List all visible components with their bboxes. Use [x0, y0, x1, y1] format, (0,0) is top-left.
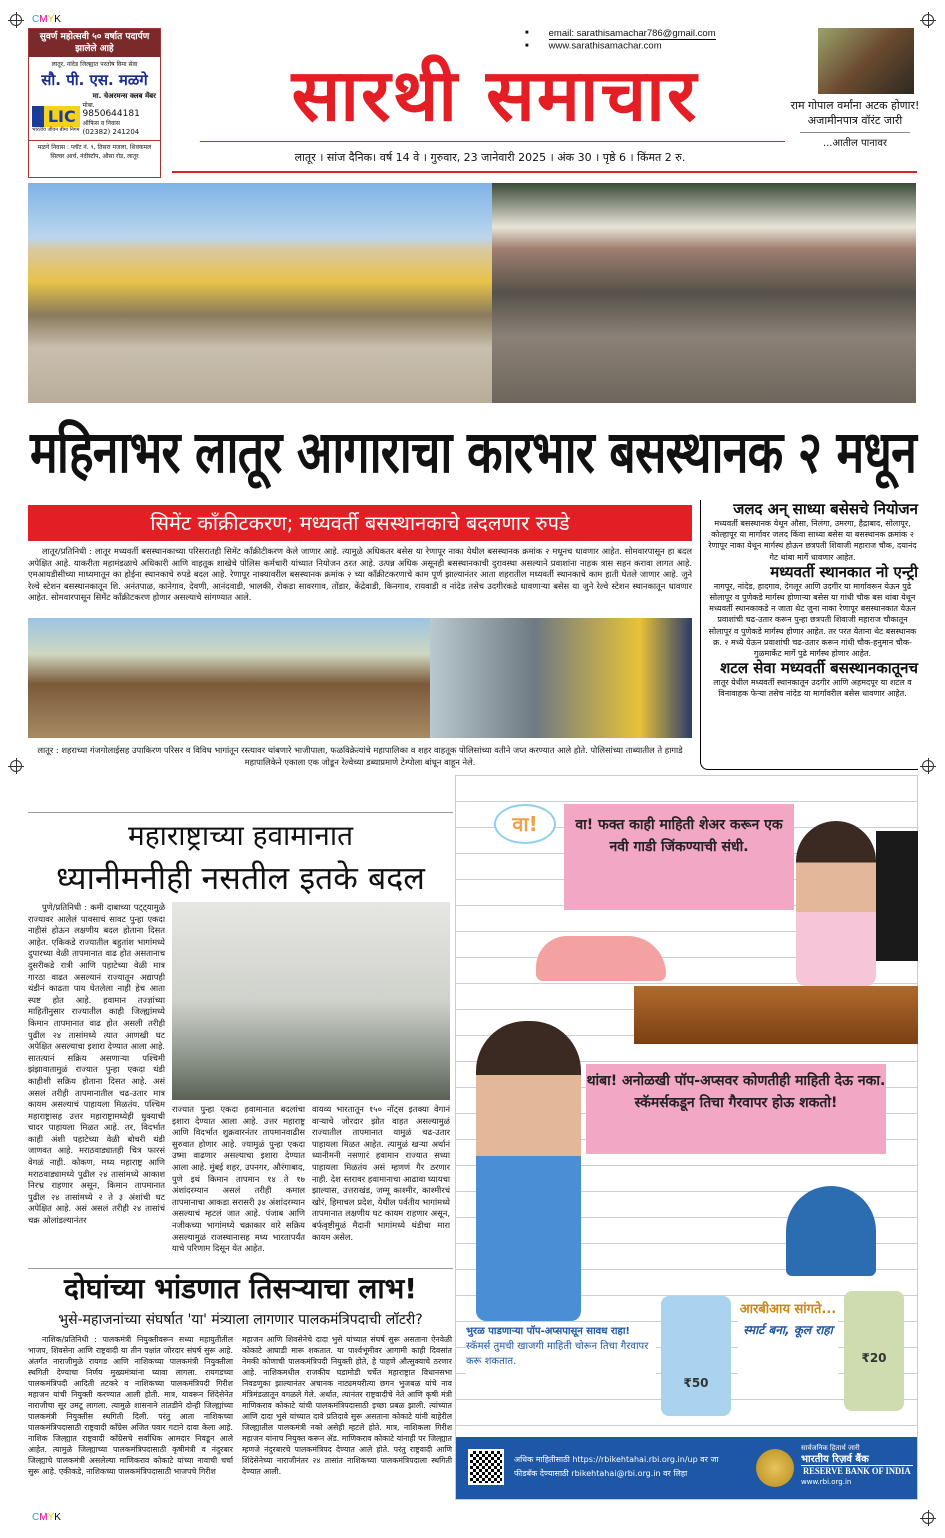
website-link[interactable]: www.sarathisamachar.com	[548, 40, 662, 52]
registration-mark-icon	[922, 14, 934, 26]
teaser-photo	[818, 28, 914, 94]
teaser-box	[790, 28, 920, 151]
sidebar-heading: जलद अन् साध्या बसेसचे नियोजन	[733, 500, 918, 518]
officials-photo	[430, 618, 692, 738]
desk	[634, 986, 918, 1044]
teaser-headline[interactable]: राम गोपाल वर्मांना अटक होणार! अजामीनपात्र वॉरंट जारी	[790, 99, 920, 127]
dateline: लातूर । सांज दैनिक। वर्ष 14 वे । गुरुवार, 23 जानेवारी 2025 । अंक 30 । पृष्ठे 6 । किंमत 2 रु.	[294, 151, 686, 164]
boy-figure	[476, 1021, 581, 1321]
weather-col-2: राज्यात पुन्हा एकदा हवामानात बदलांचा इशारा देण्यात आला आहे. उत्तर महाराष्ट्र आणि विदर्भात शुक्रवारनंतर तापमानवाढीस सुरुवात होणार आहे. ज्यामुळं पुन्हा एकदा उष्मा वाढणार असल्याचा इशारा देण्यात आला आहे. मुंबई शहर, उपनगर, औरंगाबाद, पुणे इथं किमान तापमान १४ ते १७ अंशांदरम्यान असलं तरीही कमाल तापमानाचा आकडा सरासरी ३४ अंशांदरम्यान असल्याचं म्हटलं जात आहे. पंजाब आणि नजीकच्या भागांमध्ये चक्राकार वारे सक्रिय असल्यामुळं राजस्थानासह मध्य भारतापर्यंत याचे परिणाम दिसून येत आहेत.	[172, 1104, 305, 1254]
newspaper-masthead: सारथी समाचार	[291, 52, 699, 137]
rbi-says-block: आरबीआय सांगते... स्मार्ट बना, कूल राहा	[738, 1301, 838, 1391]
girl-speech-bubble: वा! फक्त काही माहिती शेअर करून एक नवी गाडी जिंकण्याची संधी.	[564, 804, 794, 910]
sidebar-text: लातूर येथील मध्यवर्ती स्थानकातून उदगीर आणि अहमदपूर या शटल व विनावाहक फेऱ्या तसेच नांदेड या मार्गावरील बसेस धावणार आहेत.	[713, 678, 912, 699]
lead-sidebar	[700, 500, 918, 770]
monitor-icon	[876, 831, 918, 961]
rbi-identity: सार्वजनिक हितार्थ जारी भारतीय रिज़र्व बैंक RESERVE BANK OF INDIA www.rbi.org.in	[801, 1443, 913, 1488]
rbi-seal-icon	[756, 1449, 794, 1487]
registration-mark-icon	[922, 1512, 934, 1524]
bus-stand-photo-right	[492, 183, 916, 403]
car-icon	[536, 936, 666, 981]
email-link[interactable]: email: sarathisamachar786@gmail.com	[548, 27, 716, 39]
rbi-feedback-link[interactable]: फीडबॅक देण्यासाठी rbikehtahai@rbi.org.in वर लिहा	[514, 1469, 688, 1478]
fog-photo	[172, 902, 450, 1100]
wow-speech-bubble: वा!	[494, 804, 556, 844]
rs20-note-mascot: ₹20	[844, 1291, 904, 1411]
cmyk-mark-top: CMYK	[32, 14, 61, 25]
photo-caption: लातूर : शहराच्या गंजगोलाईसह उपाकिरण परिसर व विविध भागांतून रस्त्यावर थांबणारे भाजीपाला, फळविक्रेत्यांचे महापालिका व शहर वाहतूक पोलिसांच्या वतीने जप्त करण्यात आले होते. पोलिसांच्या ताब्यातील ते हागाडे महापालिकेने एकाला एक जोडून रेल्वेच्या डब्याप्रमाणे टेम्पोला बांधून वाहून नेले.	[37, 745, 683, 767]
ad-office-phone: (02382) 241204	[82, 128, 140, 136]
sidebar-text: मध्यवर्ती बसस्थानक येथून औसा, निलंगा, उमरगा, हैद्राबाद, सोलापूर, कोल्हापूर या मार्गावर जलद किंवा साध्या बसेस या बसस्थानक क्रमांक २ रेणापूर नाका येथून मार्गस्थ होऊन छत्रपती शिवाजी महाराज चौक, दयानंद गेट थांबा मार्गे धावणार आहेत.	[708, 519, 917, 562]
mobile-label: मोबा.	[82, 102, 95, 109]
bus-stand-photo-left	[28, 183, 492, 403]
ad-top-banner: सुवर्ण महोत्सवी ५० वर्षात पदार्पण झालेले आहे	[29, 29, 160, 57]
cmyk-mark-bottom: CMYK	[32, 1512, 61, 1523]
sidebar-text: नागपूर, नांदेड, हादगाव, देगलूर आणि उदगीर या मार्गावरून येऊन पुढे सोलापूर व पुणेकडे मार्गस्थ होणाऱ्या बसेस या गांधी चौक बस थांबा येथून मध्यवर्ती स्थानकाकडे न जाता थेट जुना नाका रेणापूर बसस्थानकात येऊन प्रवाशांची चढ-उतार करून पुन्हा छत्रपती शिवाजी महाराज चौकातून सोलापूर व पुणेकडे मार्गस्थ होणार आहेत. तर परत येताना थेट बसस्थानक क्र. २ मध्ये येऊन प्रवाशांची चढ-उतार करून गांधी चौक-हनुमान चौक-गुळमार्केट मार्गे पुढे मार्गस्थ होणार आहेत.	[708, 581, 917, 659]
rbi-info-link[interactable]: अधिक माहितीसाठी https://rbikehtahai.rbi.org.in/up वर जा	[514, 1455, 719, 1464]
rbi-footer	[456, 1437, 917, 1499]
politics-headline: दोघांच्या भांडणात तिसऱ्याचा लाभ!	[63, 1272, 418, 1305]
ad-service: लातूर, नांदेड जिल्ह्यात परतोष विमा सेवा	[51, 61, 138, 68]
sidebar-heading: शटल सेवा मध्यवर्ती बसस्थानकातूनच	[720, 659, 918, 678]
lead-headline: महिनाभर लातूर आगाराचा कारभार बसस्थानक २ मधून	[30, 418, 917, 486]
ad-agent-name: सौ. पी. एस. मळगे	[41, 71, 148, 89]
lead-body: लातूर/प्रतिनिधी : लातूर मध्यवर्ती बसस्थानकाच्या परिसरातही सिमेंट कॉंक्रीटीकरण केले जाणार आहे. त्यामुळे अधिकतर बसेस या रेणापूर नाका येथील बसस्थानक क्रमांक २ मधूनच धावणार आहेत. सोमवारपासून हा बदल अपेक्षित आहे. याकरीता महामंडळाचे अधिकारी आणि वाहतूक शाखेचे पोलिस कर्मचारी यांच्यात नियोजन ठरत आहे. उत्पन्न अधिक असूनही बसस्थानकाची दुरावस्था असल्याने प्रवाशांना नाहक त्रास सहन करावा लागत आहे. एमआयडीसीच्या माध्यमातून का होईना स्थानकाचे रुपडे बदल आहे. रेणापूर नाक्यावरील बसस्थानक क्रमांक २ च्या कॉंक्रीटकरणाचे काम पूर्ण झाल्यानंतर आता शहरातील मध्यवर्ती स्थानकाचे काम हाती घेतले जाणार आहे. जुने रेल्वे स्टेशन बसस्थानकातून शि. अनंतपाळ, कानेगाव, देवणी, आनंदवाडी, भालकी, रोकडा सावरगाव, तोंडार, केंद्रेवाडी, किनगाव, रायवाडी व नांदेड तसेच उदगीरकडे धावणाऱ्या बसेस या जुने रेल्वे स्टेशन स्थानकातून धावणार आहेत. सोमवारपासून सिमेंट कॉंक्रीटकरण होणार असल्याचे सांगण्यात आले.	[28, 546, 692, 603]
seized-carts-photo	[28, 618, 430, 738]
weather-headline: महाराष्ट्राच्या हवामानात ध्यानीमनीही नसतील इतके बदल	[55, 819, 425, 897]
teaser-more-link[interactable]: ...आतील पानावर	[800, 132, 910, 151]
qr-code-icon[interactable]	[468, 1449, 504, 1485]
politics-col-2: महाजन आणि शिवसेनेचे दादा भुसे यांच्यात संघर्ष सुरू असताना ऐनवेळी कोकाटे आघाडी मारू शकतात. या पार्श्वभूमीवर आगामी काही दिवसांत नेमकी कोणाची पालकमंत्रिपदी नियुक्ती होते, हे पाहणे औत्सुक्याचे ठरणार आहे. नाशिकमधील राजकीय घडामोडी चर्चेत महाराष्ट्रात विधानसभा निवडणुका झाल्यानंतर अचानक नाट्यमयरीत्या छगन भुजबळ यांचे नाव मंत्रिमंडळातून वगळले गेले. अर्थात, त्यानंतर राष्ट्रवादीचे नेते आणि कृषी मंत्री माणिकराव कोकाटे यांची पालकमंत्रिपदासाठी इच्छा प्रबळ झाली. त्यांच्यात आणि दादा भुसे यांच्यात दावे प्रतिदावे सुरू असताना कोकाटे यांनी बाहेरील जिल्ह्यातील पालकमंत्री नको असेही म्हटले होते. मात्र, नाशिकला गिरीश महाजन यांनाच नियुक्त करून ॲड. माणिकराव कोकाटे यांनाही पर जिल्ह्यात म्हणजे नंदुरबारचे पालकमंत्रिपद देण्यात आले होते. परंतु राष्ट्रवादी आणि शिंदेसेनेच्या नाराजीनंतर २४ तासांत नाशिकच्या पालकमंत्रिपदाला स्थगिती देण्यात आली.	[242, 1335, 452, 1476]
rbi-links	[514, 1453, 746, 1481]
divider	[28, 812, 453, 813]
divider	[28, 1268, 453, 1269]
ad-agent-title: मा. चेअरमन्स क्लब मेंबर	[92, 92, 156, 100]
rbi-url[interactable]: www.rbi.org.in	[801, 1478, 852, 1486]
lead-subhead-banner: सिमेंट कॉंक्रीटकरण; मध्यवर्ती बसस्थानकाचे बदलणार रुपडे	[28, 505, 692, 541]
politics-col-1: नाशिक/प्रतिनिधी : पालकमंत्री नियुक्तीवरून सध्या महायुतीतील भाजप, शिवसेना आणि राष्ट्रवादी या तीन पक्षांत जोरदार संघर्ष सुरू आहे. अंतर्गत नाराजीमुळे रायगड आणि नाशिकच्या पालकमंत्री नियुक्तीला स्थगिती देण्याचा निर्णय मुख्यमंत्र्यांना घ्यावा लागला. रायगडच्या पालकमंत्रिपदी आदिती तटकरे व नाशिकच्या पालकमंत्रिपदी गिरीश महाजन यांची नियुक्ती करण्यात आली होती. मात्र, यावरून शिंदेसेनेत नाराजीचा सूर उमटू लागला. त्यामुळे शासनाने तातडीने दोन्ही जिल्ह्यांच्या पालकमंत्री नियुक्तीस स्थगिती दिली. परंतु आता नाशिकच्या पालकमंत्रिपदासाठी राष्ट्रवादी कॉंग्रेस अजित पवार गटाने दावा केला आहे. नाशिक जिल्ह्यात राष्ट्रवादी कॉंग्रेसचे सर्वाधिक आमदार निवडून आले आहेत. त्यामुळे जिल्ह्याच्या पालकमंत्रिपदासाठी कृषीमंत्री व नंदुरबार जिल्ह्याचे पालकमंत्री असलेल्या माणिकराव कोकाटे यांच्या नावाची चर्चा सुरू आहे. एकीकडे, नाशिकच्या पालकमंत्रिपदासाठी भाजपचे गिरीश	[28, 1335, 233, 1476]
sidebar-heading: मध्यवर्ती स्थानकात नो एन्ट्री	[770, 562, 918, 581]
rs50-note-mascot: ₹50	[661, 1296, 731, 1416]
ad-address: मळगे निवास : प्लॉट नं. ९, तिसरा मजला, शिवकमल सिल्वर आर्च, नंदीस्टॉप, औसा रोड, लातूर	[29, 140, 160, 163]
ad-mobile: 9850644181	[82, 109, 140, 119]
politics-subhead: भुसे-महाजनांच्या संघर्षात 'या' मंत्र्याला लागणार पालकमंत्रिपदाची लॉटरी?	[58, 1312, 423, 1328]
girl-figure	[796, 821, 876, 986]
boy-speech-bubble: थांबा! अनोळखी पॉप-अप्सवर कोणतीही माहिती देऊ नका. स्कॅमर्सकडून तिचा गैरवापर होऊ शकतो!	[586, 1064, 886, 1154]
lic-agent-ad	[28, 28, 161, 178]
lic-logo: LIC भारतीय जीवन बीमा निगम	[32, 106, 80, 133]
warning-text-block: भुरळ पाडणाऱ्या पॉप-अप्सपासून सावध राहा! स्कॅमर्स तुमची खाजगी माहिती चोरून तिचा गैरवापर करू शकतात.	[466, 1324, 656, 1394]
registration-mark-icon	[922, 760, 934, 772]
divider	[200, 141, 785, 142]
registration-mark-icon	[10, 760, 22, 772]
hacker-icon	[786, 1186, 876, 1276]
rbi-awareness-ad	[455, 775, 918, 1500]
office-label: ऑफिस व निवास	[82, 120, 120, 127]
registration-mark-icon	[10, 14, 22, 26]
lic-block	[29, 101, 160, 137]
divider	[172, 171, 917, 173]
contact-block	[525, 27, 716, 52]
weather-col-3: वायव्य भारतातून १५० नॉट्स इतक्या वेगानं वाऱ्याचे जोरदार झोत वाहत असल्यामुळं राज्यातील तापमानात यामुळं चढ-उतार पाहायला मिळत आहेत. त्यामुळं खऱ्या अर्थानं ध्यानीमनी नसणारं हवामान राज्यात सध्या पाहायला मिळतंय असं म्हणणं गैर ठरणार नाही. देश स्तरावर हवामानाचा आढावा घ्यायचा झाल्यास, उत्तराखंड, जम्मू काश्मीर, काश्मीरचं खोरं, हिमाचल प्रदेश, येथील पर्वतीय भागांमध्ये तापमानात लक्षणीय घट कायम राहणार असून, बर्फवृष्टीमुळं मैदानी भागांमध्ये थंडीचा मारा कायम असेल.	[312, 1104, 450, 1242]
weather-col-1: पुणे/प्रतिनिधी : कमी दाबाच्या पट्ट्यामुळे राज्यावर आलेलं पावसाचं सावट पुन्हा एकदा नाहीसं होऊन लक्षणीय बदल होताना दिसत आहेत. एकिकडे राज्यातील बहुतांश भागांमध्ये दुपारच्या वेळी तापमानात वाढ होत असतानाच दुसरीकडे रात्री आणि पहाटेच्या वेळी मात्र गारठा वाढत असल्यानं राज्यातून अद्यापही थंडीनं काढता पाय घेतलेला नाही हेच आता स्पष्ट होत आहे. हवामान तज्ज्ञांच्या माहितीनुसार राज्यातील काही जिल्ह्यांमध्ये किमान तापमानात वाढ होत असली तरीही पुढील २४ तासांमध्ये त्यात आणखी घट अपेक्षित असल्याचा इशारा देण्यात आला आहे. सातत्यानं सक्रिय असणाऱ्या पश्चिमी झंझावातामुळं राज्यात पुन्हा एकदा थंडी काहीशी सक्रिय होताना दिसत आहे. असं असलं तरीही तापमानातील चढ-उतार मात्र कायम असल्याचं पाहायला मिळतंय. पश्चिम महाराष्ट्रासह उत्तर महाराष्ट्रामध्येही धुक्याची चादर पाहायला मिळत आहे. तर, विदर्भात काही अंशी पहाटेच्या वेळी बोचरी थंडी जाणवत आहे. मराठवाड्यातही चित्र फारसं वेगळं नाही. कोकण, मध्य महाराष्ट्र आणि मराठवाड्यामध्ये पुढील २४ तासांमध्ये आकाश निरभ्र राहणार असून, किमान तापमानात पुढील २४ तासांमध्ये २ ते ३ अंशांची घट अपेक्षित आहे. असं असलं तरीही २४ तासांचं चक्र ओलांडल्यानंतर	[28, 902, 165, 1226]
